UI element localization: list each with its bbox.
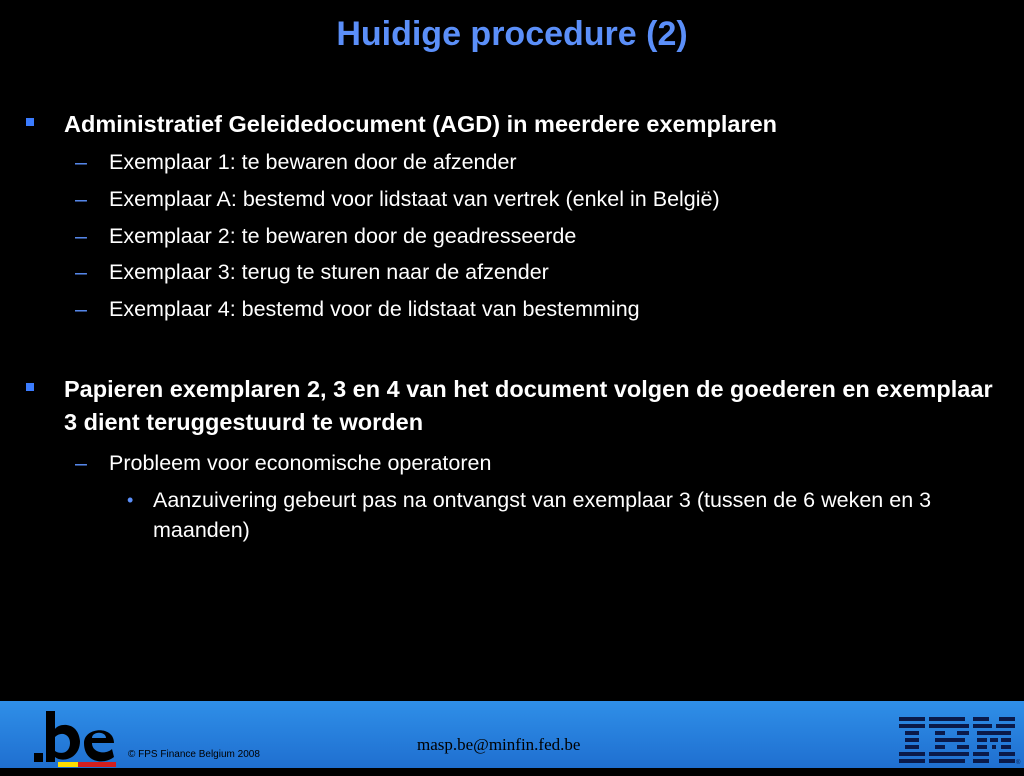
registered-mark: ® xyxy=(1016,760,1021,766)
dash-bullet-icon: – xyxy=(75,150,87,174)
sub-bullet-text: Probleem voor economische operatoren xyxy=(109,451,492,475)
sub-sub-bullet-text: Aanzuivering gebeurt pas na ontvangst van exemplaar 3 (tussen de 6 weken en 3 maanden) xyxy=(153,488,932,542)
be-logo xyxy=(34,705,118,767)
slide-title: Huidige procedure (2) xyxy=(336,15,688,53)
square-bullet-icon xyxy=(26,383,34,391)
footer-bar xyxy=(0,701,1024,768)
sub-bullet-text: Exemplaar 2: te bewaren door de geadresseerde xyxy=(109,224,577,248)
dash-bullet-icon: – xyxy=(75,260,87,284)
bullet-text: Administratief Geleidedocument (AGD) in meerdere exemplaren xyxy=(64,111,778,137)
dash-bullet-icon: – xyxy=(75,224,87,248)
square-bullet-icon xyxy=(26,118,34,126)
ibm-logo xyxy=(899,715,1019,765)
dash-bullet-icon: – xyxy=(75,297,87,321)
bullet-text: Papieren exemplaren 2, 3 en 4 van het document volgen de goederen en exemplaar 3 dient teruggestuurd te worden xyxy=(64,376,993,435)
dash-bullet-icon: – xyxy=(75,187,87,211)
be-logo-graphic xyxy=(34,705,118,767)
contact-email[interactable]: masp.be@minfin.fed.be xyxy=(417,735,581,754)
sub-bullet-text: Exemplaar A: bestemd voor lidstaat van vertrek (enkel in België) xyxy=(109,187,720,211)
sub-bullet-text: Exemplaar 1: te bewaren door de afzender xyxy=(109,150,517,174)
sub-bullet-text: Exemplaar 4: bestemd voor de lidstaat van bestemming xyxy=(109,297,640,321)
dash-bullet-icon: – xyxy=(75,451,87,475)
sub-bullet-text: Exemplaar 3: terug te sturen naar de afzender xyxy=(109,260,549,284)
dot-bullet-icon: • xyxy=(127,490,134,510)
copyright-text: © FPS Finance Belgium 2008 xyxy=(128,749,260,760)
